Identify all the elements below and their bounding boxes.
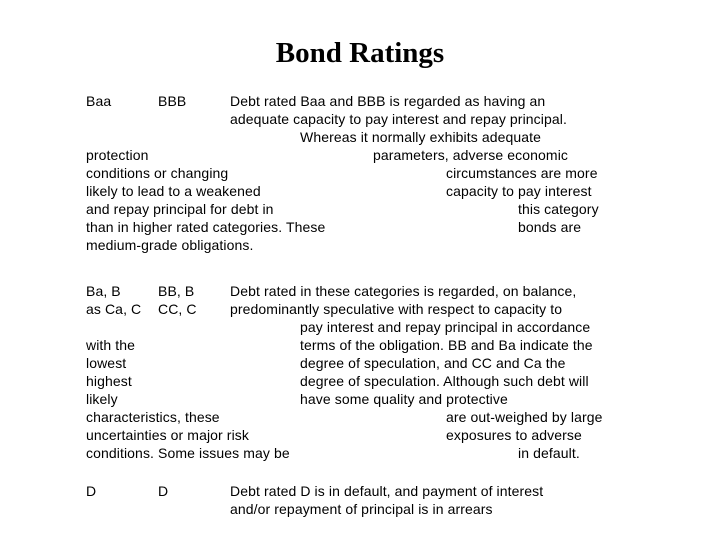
description-line: conditions. Some issues may be [86,445,290,461]
description-line: and repay principal for debt in [86,201,274,217]
moodys-rating: D [86,483,97,499]
description-line: are out-weighed by large [446,409,603,425]
description-line: likely to lead to a weakened [86,183,261,199]
description-line: capacity to pay interest [446,183,592,199]
description-line: protection [86,147,149,163]
description-line: highest [86,373,132,389]
moodys-rating: as Ca, C [86,301,142,317]
description-line: characteristics, these [86,409,220,425]
description-line: in default. [518,445,580,461]
description-line: pay interest and repay principal in accordance [300,319,591,335]
moodys-rating: Baa [86,93,112,109]
description-line: conditions or changing [86,165,229,181]
description-line: circumstances are more [446,165,598,181]
description-line: than in higher rated categories. These [86,219,326,235]
description-line: likely [86,391,118,407]
description-line: uncertainties or major risk [86,427,249,443]
moodys-rating: Ba, B [86,283,121,299]
description-line: have some quality and protective [300,391,508,407]
description-line: terms of the obligation. BB and Ba indicate the [300,337,593,353]
description-line: parameters, adverse economic [373,147,568,163]
description-line: bonds are [518,219,582,235]
description-line: Debt rated D is in default, and payment of interest [230,483,544,499]
description-line: predominantly speculative with respect to capacity to [230,301,563,317]
sp-rating: CC, C [158,301,197,317]
sp-rating: BBB [158,93,187,109]
description-line: exposures to adverse [446,427,582,443]
sp-rating: D [158,483,169,499]
description-line: this category [518,201,599,217]
description-line: with the [86,337,136,353]
sp-rating: BB, B [158,283,195,299]
description-line: Debt rated Baa and BBB is regarded as having an [230,93,546,109]
description-line: medium-grade obligations. [86,237,254,253]
page-title: Bond Ratings [275,37,445,69]
description-line: lowest [86,355,127,371]
description-line: Whereas it normally exhibits adequate [300,129,542,145]
description-line: and/or repayment of principal is in arrears [230,501,493,517]
description-line: adequate capacity to pay interest and repay principal. [230,111,567,127]
description-line: degree of speculation, and CC and Ca the [300,355,566,371]
description-line: degree of speculation. Although such debt will [300,373,589,389]
description-line: Debt rated in these categories is regarded, on balance, [230,283,577,299]
